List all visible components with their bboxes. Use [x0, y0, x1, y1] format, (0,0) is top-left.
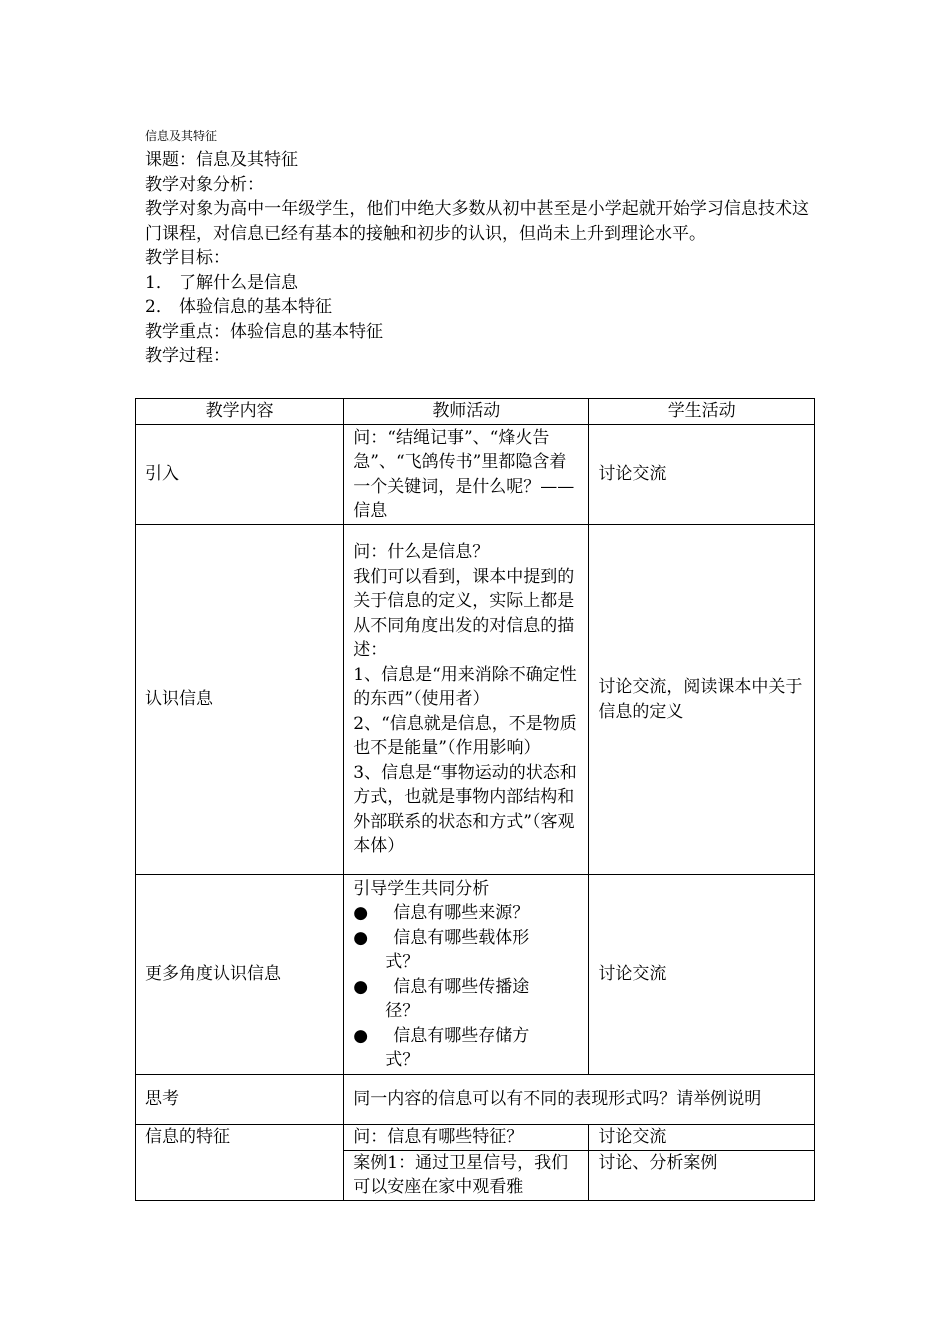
table-row [136, 425, 815, 525]
teacher-line: 1、信息是“用来消除不确定性的东西”（使用者） [353, 664, 577, 710]
goals-heading: 教学目标： [145, 248, 230, 268]
header-student: 学生活动 [589, 399, 815, 425]
header-content: 教学内容 [136, 399, 344, 425]
teacher-line: 我们可以看到，课本中提到的关于信息的定义，实际上都是从不同角度出发的对信息的描述： [353, 566, 575, 661]
bullet-icon: ● [353, 927, 369, 948]
cell-teacher [344, 875, 589, 1075]
goal-text: 体验信息的基本特征 [179, 297, 332, 317]
cell-student: 讨论交流 [589, 1125, 815, 1151]
table-row [136, 1125, 815, 1151]
process-heading: 教学过程： [145, 346, 230, 366]
cell-content: 更多角度认识信息 [136, 875, 344, 1075]
cell-content: 思考 [136, 1075, 344, 1125]
teacher-line: 引导学生共同分析 [353, 878, 490, 899]
document-body [145, 126, 815, 369]
goal-item [145, 271, 815, 296]
bullet-text: 信息有哪些存储方 [393, 1025, 530, 1046]
goal-number: 2． [145, 297, 173, 317]
bullet-text: 信息有哪些载体形 [393, 927, 530, 948]
bullet-item [353, 926, 579, 975]
cell-teacher: 案例1：通过卫星信号，我们可以安座在家中观看雅 [344, 1150, 589, 1200]
teacher-line: 3、信息是“事物运动的状态和方式，也就是事物内部结构和外部联系的状态和方式”（客观本体） [353, 762, 577, 857]
table-header-row [136, 399, 815, 425]
cell-teacher [344, 525, 589, 875]
table-row [136, 875, 815, 1075]
cell-student: 讨论、分析案例 [589, 1150, 815, 1200]
table-row [136, 525, 815, 875]
analysis-paragraph: 教学对象为高中一年级学生，他们中绝大多数从初中甚至是小学起就开始学习信息技术这门课程，对信息已经有基本的接触和初步的认识，但尚未上升到理论水平。 [145, 199, 809, 244]
bullet-text: 信息有哪些传播途 [393, 976, 530, 997]
bullet-item [353, 901, 579, 926]
key-point: 教学重点：体验信息的基本特征 [145, 321, 383, 342]
cell-student: 讨论交流 [589, 425, 815, 525]
bullet-item [353, 1024, 579, 1073]
cell-content: 引入 [136, 425, 344, 525]
cell-teacher: 同一内容的信息可以有不同的表现形式吗？请举例说明 [344, 1075, 815, 1125]
teacher-line: 问：什么是信息？ [353, 542, 490, 563]
cell-student: 讨论交流 [589, 875, 815, 1075]
goal-text: 了解什么是信息 [179, 272, 298, 293]
header-teacher: 教师活动 [344, 399, 589, 425]
table-row [136, 1075, 815, 1125]
bullet-icon: ● [353, 1025, 369, 1046]
cell-teacher: 问：“结绳记事”、“烽火告急”、“飞鸽传书”里都隐含着一个关键词，是什么呢？——信息 [344, 425, 589, 525]
analysis-heading: 教学对象分析： [145, 174, 264, 195]
bullet-item [353, 975, 579, 1024]
cell-student: 讨论交流，阅读课本中关于信息的定义 [589, 525, 815, 875]
cell-content: 信息的特征 [136, 1125, 344, 1201]
bullet-icon: ● [353, 976, 369, 997]
teacher-line: 2、“信息就是信息，不是物质也不是能量”（作用影响） [353, 713, 577, 759]
bullet-text-cont: 径？ [385, 1001, 420, 1021]
teaching-process-table [135, 398, 815, 1201]
bullet-text-cont: 式？ [385, 1050, 420, 1070]
bullet-icon: ● [353, 903, 369, 923]
cell-teacher: 问：信息有哪些特征？ [344, 1125, 589, 1151]
header-title: 信息及其特征 [145, 129, 218, 143]
goal-item [145, 295, 815, 320]
cell-content: 认识信息 [136, 525, 344, 875]
bullet-text-cont: 式？ [385, 952, 420, 972]
bullet-text: 信息有哪些来源？ [393, 903, 530, 923]
topic-line: 课题：信息及其特征 [145, 150, 298, 170]
goal-number: 1． [145, 272, 173, 293]
